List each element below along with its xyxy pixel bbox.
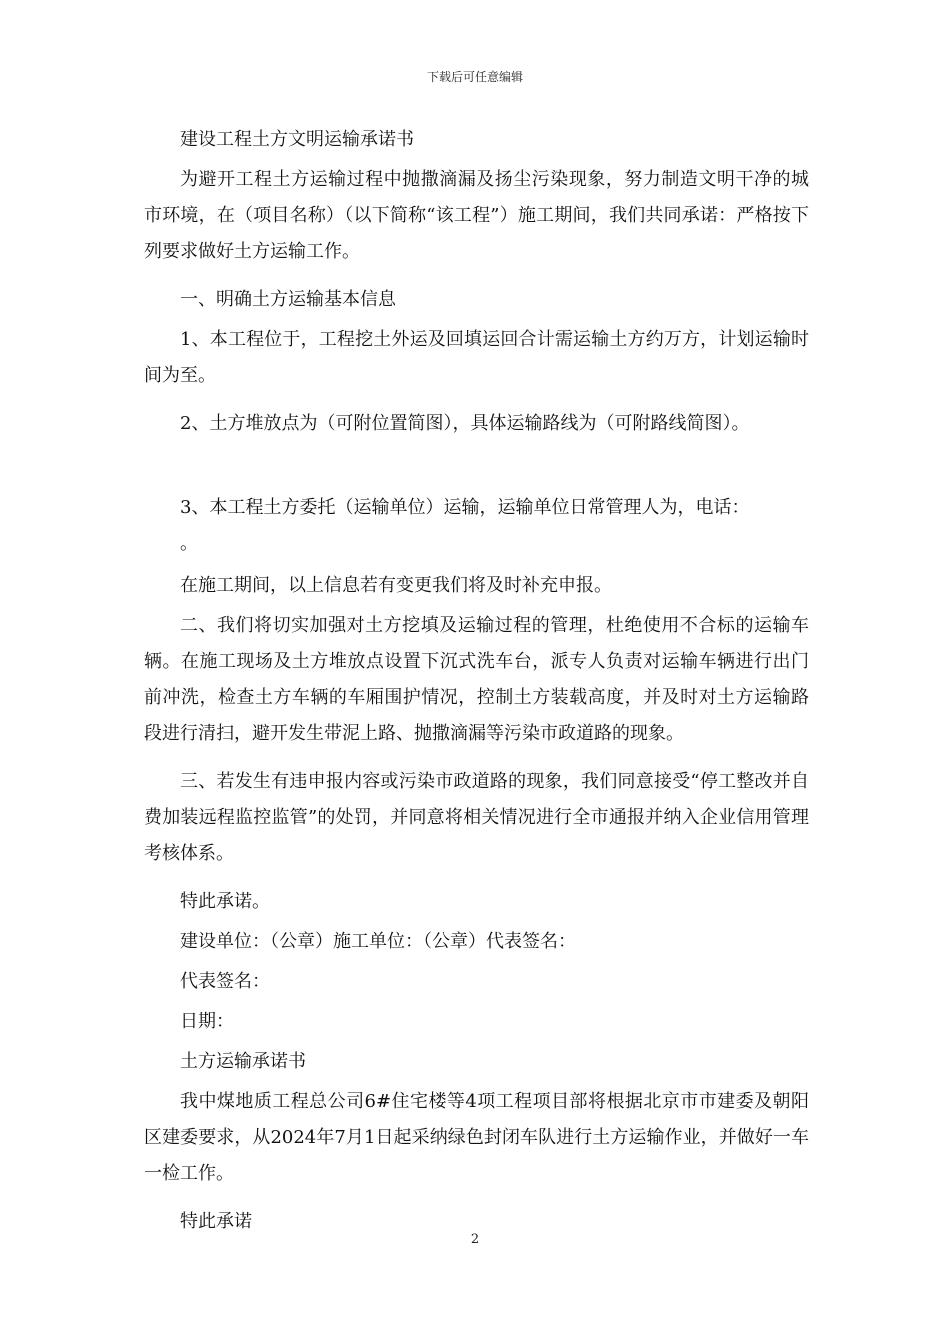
closing-statement: 特此承诺。 (180, 891, 270, 912)
item-2: 2、土方堆放点为（可附位置简图），具体运输路线为（可附路线简图）。 (180, 413, 750, 434)
section-1-heading: 一、明确土方运输基本信息 (180, 289, 396, 310)
document-body (144, 122, 809, 1244)
section-2-paragraph: 二、我们将切实加强对土方挖填及运输过程的管理，杜绝使用不合标的运输车辆。在施工现场及土方堆放点设置下沉式洗车台，派专人负责对运输车辆进行出门前冲洗，检查土方车辆的车厢围护情况，控制土方装载高度，并及时对土方运输路段进行清扫，避开发生带泥上路、抛撒滴漏等污染市政道路的现象。 (144, 615, 809, 744)
item-3: 3、本工程土方委托（运输单位）运输，运输单位日常管理人为，电话： (180, 497, 750, 518)
page-number: 2 (470, 1232, 480, 1247)
item-1: 1、本工程位于，工程挖土外运及回填运回合计需运输土方约万方，计划运输时间为至。 (144, 329, 809, 386)
change-note: 在施工期间，以上信息若有变更我们将及时补充申报。 (180, 575, 612, 596)
representative-signature: 代表签名： (180, 971, 270, 992)
item-3-continuation: 。 (180, 533, 198, 554)
second-title: 土方运输承诺书 (180, 1051, 306, 1072)
intro-paragraph: 为避开工程土方运输过程中抛撒滴漏及扬尘污染现象，努力制造文明干净的城市环境，在（项目名称）（以下简称“该工程”）施工期间，我们共同承诺：严格按下列要求做好土方运输工作。 (144, 169, 809, 262)
section-3-paragraph: 三、若发生有违申报内容或污染市政道路的现象，我们同意接受“停工整改并自费加装远程监控监管”的处罚，并同意将相关情况进行全市通报并纳入企业信用管理考核体系。 (144, 771, 809, 864)
page-header: 下载后可任意编辑 (426, 70, 523, 84)
second-paragraph: 我中煤地质工程总公司6#住宅楼等4项工程项目部将根据北京市市建委及朝阳区建委要求，从2024年7月1日起采纳绿色封闭车队进行土方运输作业，并做好一车一检工作。 (144, 1091, 809, 1184)
signature-line: 建设单位：（公章）施工单位：（公章）代表签名： (180, 931, 576, 952)
date-line: 日期： (180, 1011, 234, 1032)
document-title: 建设工程土方文明运输承诺书 (180, 129, 414, 150)
second-closing: 特此承诺 (180, 1211, 252, 1232)
